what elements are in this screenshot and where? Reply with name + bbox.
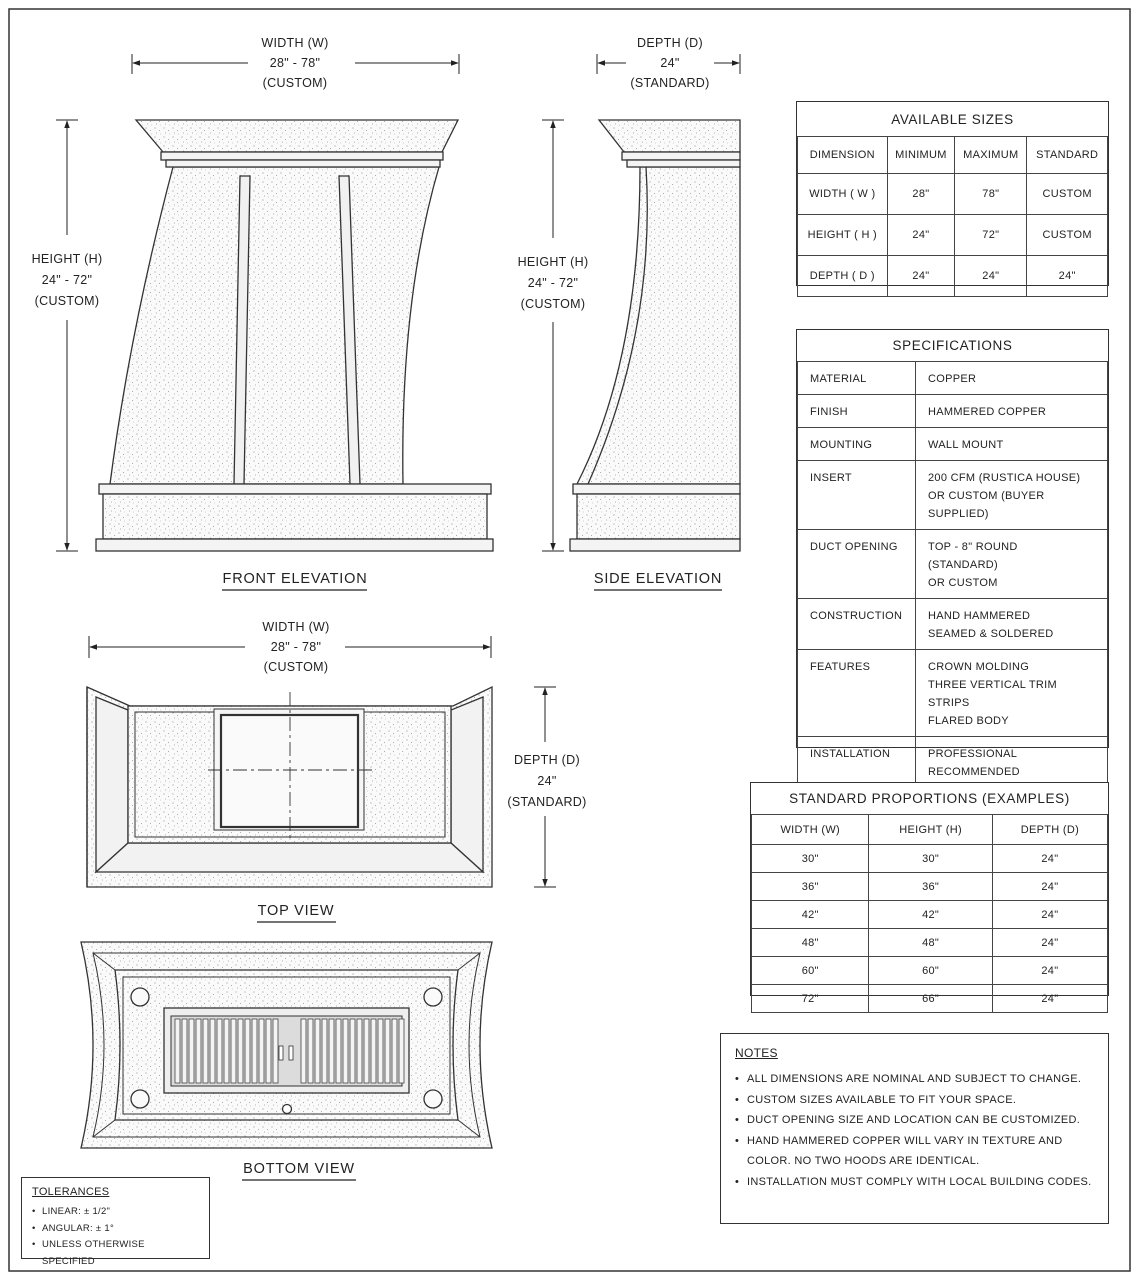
col-header: HEIGHT (H): [869, 815, 992, 845]
tolerance-item: • UNLESS OTHERWISE SPECIFIED: [32, 1237, 199, 1270]
baffle-fin: [322, 1019, 327, 1083]
front-width-label: WIDTH (W): [261, 36, 329, 50]
table-row: [752, 957, 1108, 985]
spec-key: CONSTRUCTION: [798, 599, 916, 650]
spec-value-line: WALL MOUNT: [928, 439, 1004, 451]
table-cell: 24": [992, 901, 1107, 929]
spec-value: [916, 428, 1108, 461]
table-cell: 72": [752, 985, 869, 1013]
baffle-fin: [364, 1019, 369, 1083]
spec-value-line: COPPER: [928, 373, 977, 385]
col-header: DIMENSION: [798, 137, 888, 174]
spec-row: [798, 530, 1108, 599]
table-cell: 24": [955, 256, 1027, 297]
table-cell: 60": [869, 957, 992, 985]
table-cell: 30": [869, 845, 992, 873]
tolerance-item: • LINEAR: ± 1/2": [32, 1204, 199, 1221]
spec-value-line: THREE VERTICAL TRIM STRIPS: [928, 679, 1057, 709]
spec-key: FEATURES: [798, 650, 916, 737]
col-header: STANDARD: [1027, 137, 1108, 174]
baffle-fin: [203, 1019, 208, 1083]
spec-row: [798, 428, 1108, 461]
table-row: [752, 901, 1108, 929]
side-elevation-label: SIDE ELEVATION: [593, 571, 723, 587]
spec-row: [798, 737, 1108, 789]
table-cell: 42": [752, 901, 869, 929]
spec-value-line: 200 CFM (RUSTICA HOUSE): [928, 472, 1081, 484]
table-cell: DEPTH ( D ): [798, 256, 888, 297]
baffle-fin: [315, 1019, 320, 1083]
note-item: • ALL DIMENSIONS ARE NOMINAL AND SUBJECT TO CHANGE.: [735, 1069, 1094, 1090]
baffle-fin: [252, 1019, 257, 1083]
table-cell: 28": [887, 174, 955, 215]
col-header: MINIMUM: [887, 137, 955, 174]
note-item: • CUSTOM SIZES AVAILABLE TO FIT YOUR SPACE.: [735, 1090, 1094, 1111]
table-cell: 36": [752, 873, 869, 901]
spec-row: [798, 650, 1108, 737]
table-cell: 42": [869, 901, 992, 929]
spec-value-line: FLARED BODY: [928, 715, 1009, 727]
table-cell: 30": [752, 845, 869, 873]
notes-box: [720, 1033, 1109, 1224]
top-view-label: TOP VIEW: [257, 903, 335, 919]
spec-value-line: PROFESSIONAL: [928, 748, 1018, 760]
table-cell: HEIGHT ( H ): [798, 215, 888, 256]
side-height-value: 24" - 72": [527, 276, 579, 290]
table-cell: 24": [887, 215, 955, 256]
table-row: [798, 174, 1108, 215]
front-height-value: 24" - 72": [41, 273, 93, 287]
col-header: DEPTH (D): [992, 815, 1107, 845]
spec-key: MATERIAL: [798, 362, 916, 395]
side-depth-value: 24": [660, 56, 680, 70]
spec-value: [916, 530, 1108, 599]
table-row: [798, 215, 1108, 256]
table-cell: 24": [992, 873, 1107, 901]
front-height-note: (CUSTOM): [34, 294, 100, 308]
baffle-fin: [210, 1019, 215, 1083]
spec-value: [916, 599, 1108, 650]
bottom-light-bottom-right: [424, 1090, 442, 1108]
table-cell: WIDTH ( W ): [798, 174, 888, 215]
bottom-light-top-right: [424, 988, 442, 1006]
tolerances-list: [32, 1204, 199, 1270]
notes-list: [735, 1069, 1094, 1192]
baffle-fin: [273, 1019, 278, 1083]
spec-value: [916, 395, 1108, 428]
spec-row: [798, 599, 1108, 650]
bottom-view-label: BOTTOM VIEW: [243, 1161, 355, 1177]
available-sizes-table: [796, 101, 1109, 286]
baffle-fin: [245, 1019, 250, 1083]
side-depth-label: DEPTH (D): [637, 36, 703, 50]
top-depth-note: (STANDARD): [507, 795, 587, 809]
table-cell: 36": [869, 873, 992, 901]
side-height-note: (CUSTOM): [520, 297, 586, 311]
side-base-band: [577, 494, 740, 539]
top-front-flare: [96, 843, 483, 872]
spec-key: DUCT OPENING: [798, 530, 916, 599]
front-crown-band: [161, 152, 443, 160]
top-right-flare: [451, 697, 483, 872]
front-width-value: 28" - 78": [269, 56, 321, 70]
specifications-title: SPECIFICATIONS: [798, 330, 1108, 362]
baffle-fin: [196, 1019, 201, 1083]
top-depth-value: 24": [537, 774, 557, 788]
tolerances-title: TOLERANCES: [32, 1186, 110, 1198]
bottom-light-top-left: [131, 988, 149, 1006]
standard-proportions-title: STANDARD PROPORTIONS (EXAMPLES): [752, 783, 1108, 815]
note-item: • DUCT OPENING SIZE AND LOCATION CAN BE CUSTOMIZED.: [735, 1110, 1094, 1131]
top-width-value: 28" - 78": [270, 640, 322, 654]
col-header: WIDTH (W): [752, 815, 869, 845]
spec-key: MOUNTING: [798, 428, 916, 461]
side-elevation: [570, 120, 740, 551]
table-row: [752, 929, 1108, 957]
spec-value: [916, 737, 1108, 789]
baffle-fin: [217, 1019, 222, 1083]
table-cell: CUSTOM: [1027, 174, 1108, 215]
baffle-fin: [266, 1019, 271, 1083]
baffle-fin: [385, 1019, 390, 1083]
baffle-fin: [329, 1019, 334, 1083]
table-row: [752, 985, 1108, 1013]
spec-value-line: TOP - 8" ROUND: [928, 541, 1018, 553]
spec-value-line: RECOMMENDED: [928, 766, 1020, 778]
baffle-fin: [224, 1019, 229, 1083]
spec-row: [798, 461, 1108, 530]
top-duct-opening: [221, 715, 358, 827]
side-height-dimension: [542, 120, 564, 551]
table-cell: 24": [992, 845, 1107, 873]
baffle-fin: [392, 1019, 397, 1083]
spec-value-line: SEAMED & SOLDERED: [928, 628, 1054, 640]
bottom-control-knob: [283, 1105, 292, 1114]
top-width-label: WIDTH (W): [262, 620, 330, 634]
front-height-dimension: [56, 120, 78, 551]
front-elevation: [96, 120, 493, 551]
bottom-light-bottom-left: [131, 1090, 149, 1108]
bottom-view: [81, 942, 492, 1148]
spec-key: INSTALLATION: [798, 737, 916, 789]
table-cell: 24": [992, 929, 1107, 957]
front-body: [110, 167, 439, 484]
side-crown-molding: [599, 120, 740, 152]
spec-value-line: (STANDARD): [928, 559, 999, 571]
front-height-label: HEIGHT (H): [31, 252, 103, 266]
table-cell: 48": [752, 929, 869, 957]
baffle-fin: [343, 1019, 348, 1083]
bottom-filter-handle-left: [279, 1046, 283, 1060]
top-view: [87, 687, 492, 887]
baffle-fin: [350, 1019, 355, 1083]
front-base-band: [103, 494, 487, 539]
spec-value-line: CROWN MOLDING: [928, 661, 1030, 673]
baffle-fin: [378, 1019, 383, 1083]
spec-value-line: HAND HAMMERED: [928, 610, 1031, 622]
baffle-fin: [182, 1019, 187, 1083]
tolerances-box: [21, 1177, 210, 1267]
specifications-table: [796, 329, 1109, 778]
spec-key: INSERT: [798, 461, 916, 530]
baffle-fin: [308, 1019, 313, 1083]
bottom-filter-handle-right: [289, 1046, 293, 1060]
table-cell: 48": [869, 929, 992, 957]
spec-key: FINISH: [798, 395, 916, 428]
table-cell: 66": [869, 985, 992, 1013]
top-left-flare: [96, 697, 128, 872]
baffle-fin: [259, 1019, 264, 1083]
table-cell: 78": [955, 174, 1027, 215]
table-cell: CUSTOM: [1027, 215, 1108, 256]
notes-title: NOTES: [735, 1046, 778, 1060]
front-crown-molding: [136, 120, 458, 152]
front-width-note: (CUSTOM): [262, 76, 328, 90]
spec-value: [916, 650, 1108, 737]
side-height-label: HEIGHT (H): [517, 255, 589, 269]
baffle-fin: [189, 1019, 194, 1083]
side-depth-note: (STANDARD): [630, 76, 710, 90]
spec-row: [798, 362, 1108, 395]
standard-proportions-table: [750, 782, 1109, 1005]
table-cell: 24": [992, 985, 1107, 1013]
baffle-fin: [175, 1019, 180, 1083]
spec-value-line: HAMMERED COPPER: [928, 406, 1047, 418]
front-elevation-label: FRONT ELEVATION: [222, 571, 368, 587]
spec-value: [916, 461, 1108, 530]
spec-value-line: OR CUSTOM (BUYER SUPPLIED): [928, 490, 1045, 520]
table-cell: 24": [992, 957, 1107, 985]
side-body: [577, 167, 740, 484]
spec-row: [798, 395, 1108, 428]
table-cell: 72": [955, 215, 1027, 256]
col-header: MAXIMUM: [955, 137, 1027, 174]
table-row: [798, 256, 1108, 297]
baffle-fin: [238, 1019, 243, 1083]
baffle-fin: [399, 1019, 404, 1083]
table-cell: 24": [1027, 256, 1108, 297]
note-item: • INSTALLATION MUST COMPLY WITH LOCAL BUILDING CODES.: [735, 1172, 1094, 1193]
tolerance-item: • ANGULAR: ± 1°: [32, 1221, 199, 1238]
table-row: [752, 873, 1108, 901]
available-sizes-title: AVAILABLE SIZES: [798, 102, 1108, 137]
spec-value-line: OR CUSTOM: [928, 577, 998, 589]
baffle-fin: [371, 1019, 376, 1083]
top-depth-label: DEPTH (D): [514, 753, 580, 767]
spec-value: [916, 362, 1108, 395]
baffle-fin: [301, 1019, 306, 1083]
baffle-fin: [357, 1019, 362, 1083]
table-cell: 60": [752, 957, 869, 985]
baffle-fin: [231, 1019, 236, 1083]
table-row: [752, 845, 1108, 873]
baffle-fin: [336, 1019, 341, 1083]
note-item: • HAND HAMMERED COPPER WILL VARY IN TEXTURE AND COLOR. NO TWO HOODS ARE IDENTICAL.: [735, 1131, 1094, 1172]
table-cell: 24": [887, 256, 955, 297]
top-width-note: (CUSTOM): [263, 660, 329, 674]
